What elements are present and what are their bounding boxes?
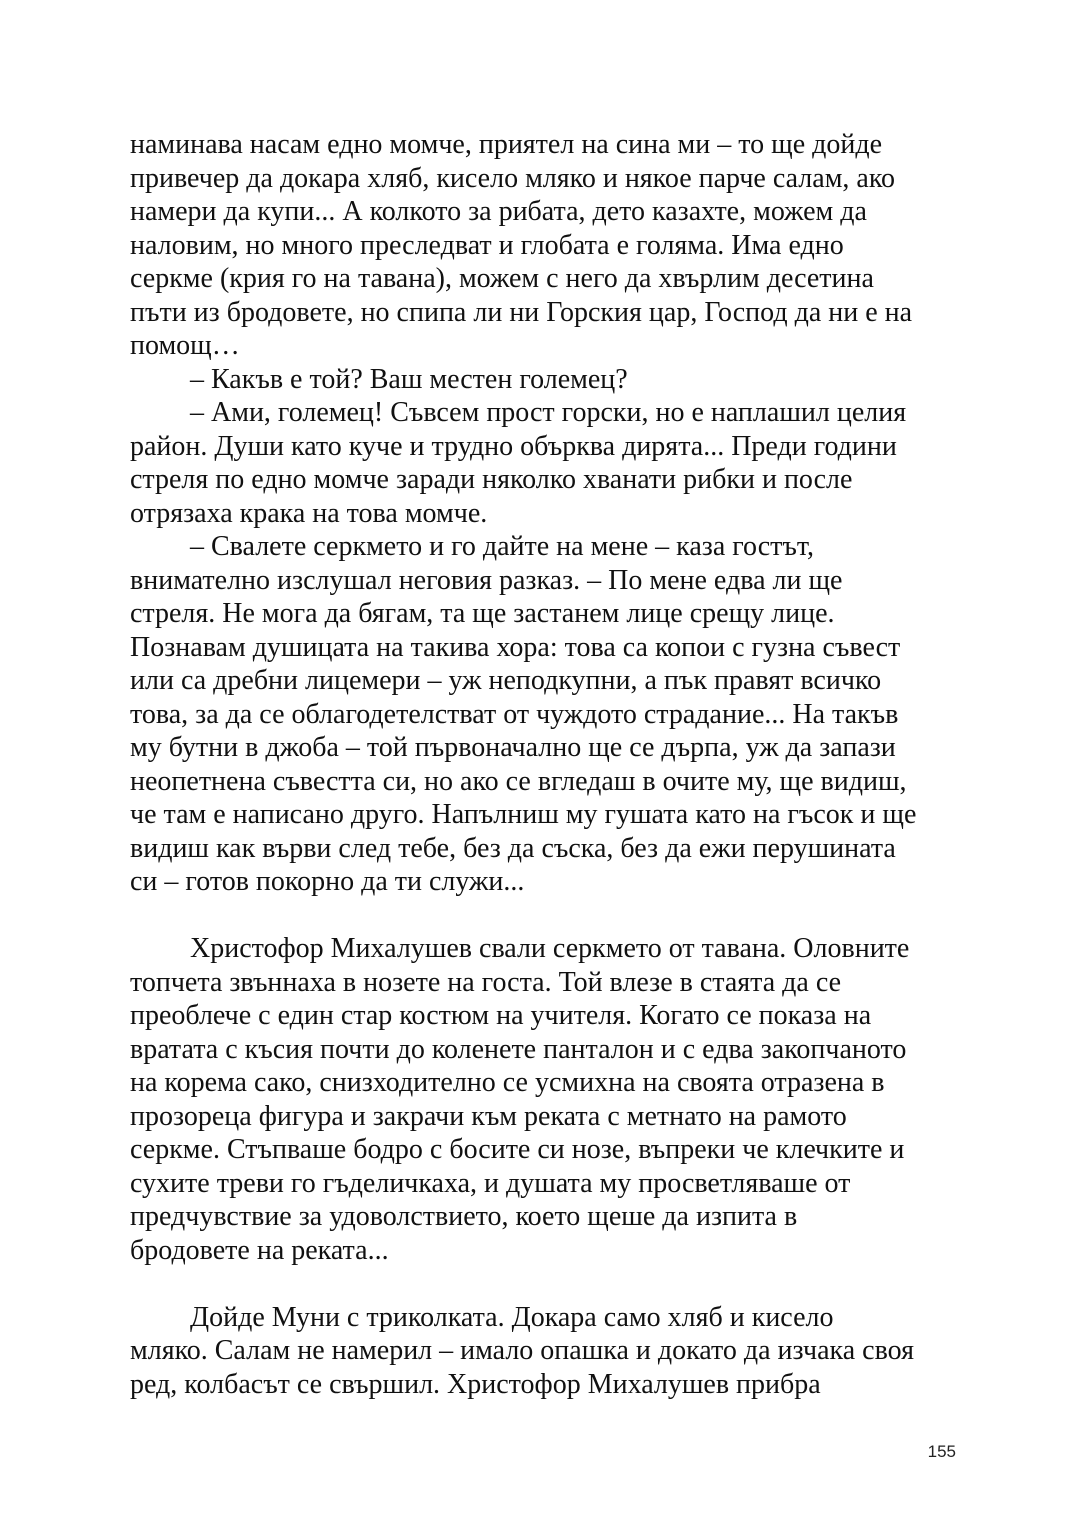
text-line: това, за да се облагодетелстват от чуждото страдание... На такъв: [130, 698, 899, 730]
text-line: прозореца фигура и закрачи към реката с метнато на рамото: [130, 1100, 847, 1132]
text-line: привечер да докара хляб, кисело мляко и някое парче салам, ако: [130, 162, 896, 194]
text-line: отрязаха крака на това момче.: [130, 497, 488, 529]
paragraph-first-line: Христофор Михалушев свали серкмето от тавана. Оловните: [190, 933, 910, 964]
text-line: си – готов покорно да ти служи...: [130, 866, 525, 897]
text-line: сухите треви го гъделичкаха, и душата му просветляваше от: [130, 1167, 851, 1199]
text-line: му бутни в джоба – той първоначално ще се дърпа, уж да запази: [130, 732, 896, 763]
text-line: преоблече с един стар костюм на учителя. Когато се показа на: [130, 1000, 872, 1031]
text-line: вратата с късия почти до коленете панталон и с едва закопчаното: [130, 1033, 907, 1065]
text-line: топчета звъннаха в нозете на госта. Той влезе в стаята да се: [130, 966, 842, 998]
dialogue-line: – Какъв е той? Ваш местен големец?: [190, 363, 628, 395]
text-line: на корема сако, снизходително се усмихна на своята отразена в: [130, 1067, 885, 1098]
text-line: стреля по едно момче заради няколко хванати рибки и после: [130, 464, 853, 495]
paragraph-first-line: Дойде Муни с триколката. Докара само хляб и кисело: [190, 1301, 834, 1333]
text-line: внимателно изслушал неговия разказ. – По мене едва ли ще: [130, 564, 843, 596]
text-line: видиш как върви след тебе, без да съска, без да ежи перушината: [130, 832, 896, 864]
text-line: бродовете на реката...: [130, 1234, 389, 1266]
text-line: ред, колбасът се свършил. Христофор Михалушев прибра: [130, 1368, 821, 1400]
text-line: наминава насам едно момче, приятел на сина ми – то ще дойде: [130, 129, 883, 160]
text-line: наловим, но много преследват и глобата е голяма. Има едно: [130, 229, 844, 261]
text-line: район. Души като куче и трудно обърква дирята... Преди години: [130, 430, 897, 462]
text-line: серкме (крия го на тавана), можем с него да хвърлим десетина: [130, 263, 874, 294]
dialogue-line: – Ами, големец! Съвсем прост горски, но е наплашил целия: [190, 397, 907, 428]
text-line: помощ…: [130, 330, 240, 361]
text-line: предчувствие за удоволствието, което щеше да изпита в: [130, 1201, 798, 1232]
text-line: че там е написано друго. Напълниш му гушата като на гъсок и ще: [130, 799, 917, 830]
text-line: или са дребни лицемери – уж неподкупни, а пък правят всичко: [130, 665, 882, 696]
dialogue-line: – Свалете серкмето и го дайте на мене – каза гостът,: [190, 531, 814, 562]
text-line: пъти из бродовете, но спипа ли ни Горския цар, Господ да ни е на: [130, 296, 913, 328]
page-body-text: [130, 128, 960, 1401]
paragraph-break: [130, 1267, 960, 1301]
text-line: неопетнена съвестта си, но ако се вгледаш в очите му, ще видиш,: [130, 765, 907, 797]
text-line: мляко. Салам не намерил – имало опашка и докато да изчака своя: [130, 1335, 914, 1366]
text-line: Познавам душицата на такива хора: това са копои с гузна съвест: [130, 631, 901, 663]
text-line: стреля. Не мога да бягам, та ще застанем лице срещу лице.: [130, 598, 835, 629]
text-line: намери да купи... А колкото за рибата, дето казахте, можем да: [130, 196, 867, 227]
paragraph-break: [130, 899, 960, 933]
text-line: серкме. Стъпваше бодро с босите си нозе, въпреки че клечките и: [130, 1134, 905, 1165]
page-number: 155: [927, 1442, 956, 1461]
